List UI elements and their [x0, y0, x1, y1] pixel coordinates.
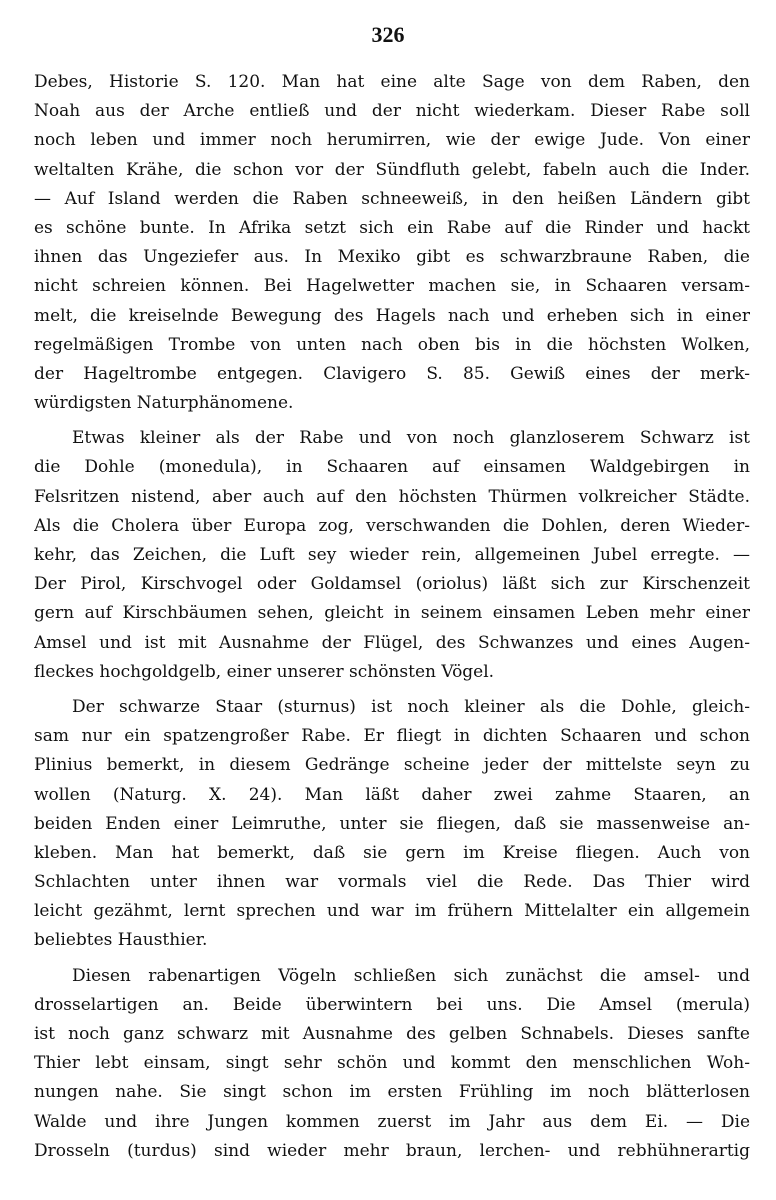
- paragraph-end-line: fleckes hochgoldgelb, einer unserer schönsten Vögel.: [34, 661, 495, 682]
- text-line: Drosseln (turdus) sind wieder mehr braun, lerchen- und rebhühnerartig: [34, 1140, 750, 1161]
- text-line: Walde und ihre Jungen kommen zuerst im Jahr aus dem Ei. — Die: [34, 1111, 750, 1132]
- paragraph-start-line: Diesen rabenartigen Vögeln schließen sich zunächst die amsel- und: [72, 965, 750, 986]
- paragraph-end-line: würdigsten Naturphänomene.: [34, 393, 294, 414]
- text-line: kehr, das Zeichen, die Luft sey wieder rein, allgemeinen Jubel erregte. —: [34, 545, 750, 565]
- text-line: — Auf Island werden die Raben schneeweiß, in den heißen Ländern gibt: [34, 188, 750, 209]
- text-line: Schlachten unter ihnen war vormals viel die Rede. Das Thier wird: [34, 872, 750, 893]
- text-line: noch leben und immer noch herumirren, wie der ewige Jude. Von einer: [34, 130, 750, 151]
- text-line: nicht schreien können. Bei Hagelwetter machen sie, in Schaaren versam-: [34, 276, 750, 297]
- text-line: ihnen das Ungeziefer aus. In Mexiko gibt es schwarzbraune Raben, die: [34, 247, 750, 268]
- page-body: [34, 68, 750, 1166]
- text-line: beiden Enden einer Leimruthe, unter sie fliegen, daß sie massenweise an-: [34, 813, 750, 834]
- text-line: ist noch ganz schwarz mit Ausnahme des gelben Schnabels. Dieses sanfte: [34, 1024, 750, 1044]
- text-line: Debes, Historie S. 120. Man hat eine alte Sage von dem Raben, den: [34, 72, 750, 92]
- paragraph-end-line: beliebtes Hausthier.: [34, 930, 208, 951]
- text-line: Plinius bemerkt, in diesem Gedränge scheine jeder der mittelste seyn zu: [34, 755, 750, 776]
- text-line: es schöne bunte. In Afrika setzt sich ein Rabe auf die Rinder und hackt: [34, 217, 750, 238]
- text-line: Felsritzen nistend, aber auch auf den höchsten Thürmen volkreicher Städte.: [34, 486, 750, 507]
- text-line: der Hageltrombe entgegen. Clavigero S. 85. Gewiß eines der merk-: [34, 363, 750, 384]
- text-line: kleben. Man hat bemerkt, daß sie gern im Kreise fliegen. Auch von: [34, 842, 750, 863]
- text-line: drosselartigen an. Beide überwintern bei uns. Die Amsel (merula): [34, 994, 750, 1015]
- text-line: Als die Cholera über Europa zog, verschwanden die Dohlen, deren Wieder-: [34, 515, 750, 536]
- text-line: weltalten Krähe, die schon vor der Sündfluth gelebt, fabeln auch die Inder.: [34, 159, 750, 180]
- text-line: wollen (Naturg. X. 24). Man läßt daher zwei zahme Staaren, an: [34, 784, 750, 805]
- text-line: gern auf Kirschbäumen sehen, gleicht in seinem einsamen Leben mehr einer: [34, 603, 750, 624]
- text-line: sam nur ein spatzengroßer Rabe. Er fliegt in dichten Schaaren und schon: [34, 726, 750, 747]
- text-line: Noah aus der Arche entließ und der nicht wiederkam. Dieser Rabe soll: [34, 101, 750, 122]
- paragraph-start-line: Etwas kleiner als der Rabe und von noch glanzloserem Schwarz ist: [72, 428, 750, 449]
- text-line: nungen nahe. Sie singt schon im ersten Frühling im noch blätterlosen: [34, 1082, 750, 1103]
- page-number: 326: [371, 22, 405, 47]
- text-line: Thier lebt einsam, singt sehr schön und kommt den menschlichen Woh-: [34, 1053, 750, 1074]
- text-line: die Dohle (monedula), in Schaaren auf einsamen Waldgebirgen in: [34, 457, 750, 478]
- text-line: melt, die kreiselnde Bewegung des Hagels nach und erheben sich in einer: [34, 305, 750, 326]
- text-line: Amsel und ist mit Ausnahme der Flügel, des Schwanzes und eines Augen-: [34, 632, 750, 653]
- text-line: regelmäßigen Trombe von unten nach oben bis in die höchsten Wolken,: [34, 334, 750, 355]
- text-line: leicht gezähmt, lernt sprechen und war im frühern Mittelalter ein allgemein: [34, 901, 750, 922]
- text-line: Der Pirol, Kirschvogel oder Goldamsel (oriolus) läßt sich zur Kirschenzeit: [34, 574, 750, 595]
- paragraph-start-line: Der schwarze Staar (sturnus) ist noch kleiner als die Dohle, gleich-: [72, 696, 750, 717]
